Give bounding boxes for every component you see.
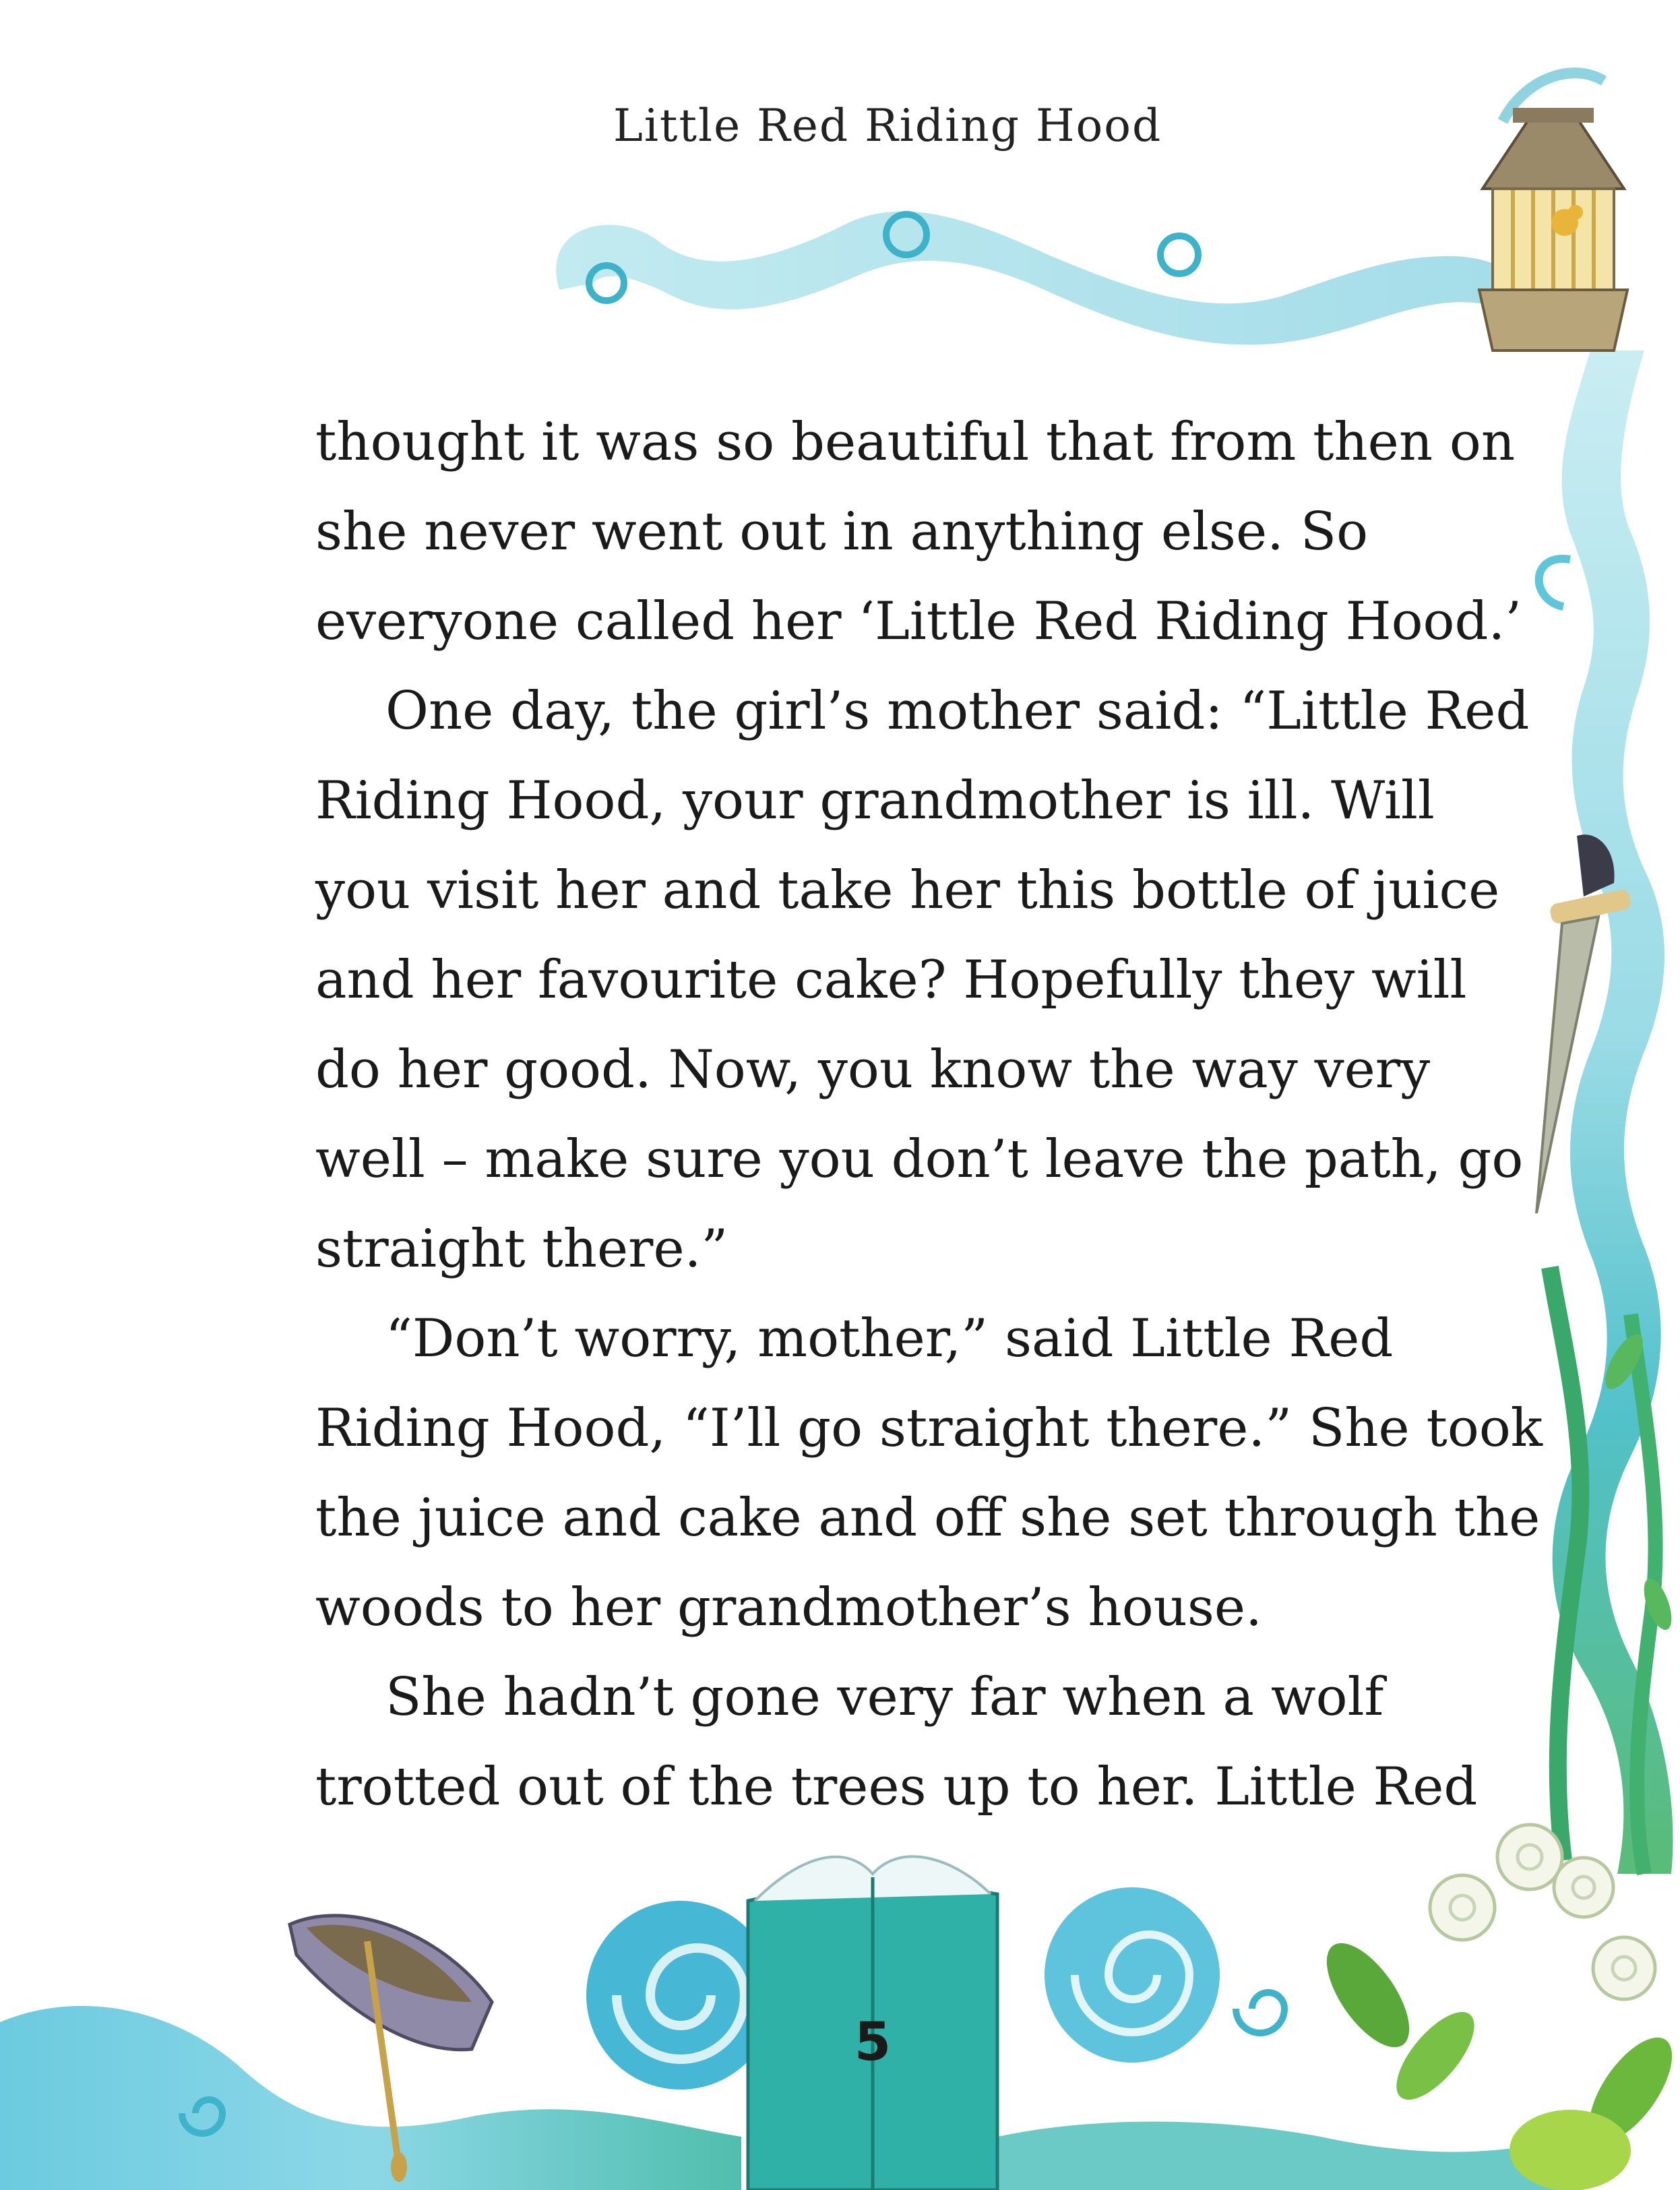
text-line: straight there.” bbox=[315, 1219, 728, 1279]
story-text bbox=[315, 398, 1543, 1832]
text-line: woods to her grandmother’s house. bbox=[315, 1577, 1262, 1638]
text-line: Riding Hood, “I’ll go straight there.” She took bbox=[315, 1398, 1543, 1459]
text-line: she never went out in anything else. So bbox=[315, 501, 1369, 562]
text-line: One day, the girl’s mother said: “Little Red bbox=[385, 681, 1530, 741]
white-roses-icon bbox=[1311, 1825, 1680, 2190]
text-line: Riding Hood, your grandmother is ill. Will bbox=[315, 770, 1435, 831]
text-line: do her good. Now, you know the way very bbox=[315, 1039, 1431, 1100]
text-line: everyone called her ‘Little Red Riding Hood.’ bbox=[315, 591, 1522, 652]
birdcage-icon bbox=[1479, 108, 1627, 351]
text-line: you visit her and take her this bottle of juice bbox=[315, 860, 1500, 921]
text-line: well – make sure you don’t leave the path, go bbox=[315, 1129, 1524, 1190]
text-line: She hadn’t gone very far when a wolf bbox=[385, 1667, 1384, 1728]
text-line: trotted out of the trees up to her. Little Red bbox=[315, 1757, 1478, 1817]
page-number: 5 bbox=[854, 2012, 892, 2073]
text-line: thought it was so beautiful that from then on bbox=[315, 412, 1516, 473]
page-title: Little Red Riding Hood bbox=[613, 100, 1162, 152]
text-line: and her favourite cake? Hopefully they will bbox=[315, 950, 1467, 1010]
text-line: the juice and cake and off she set through the bbox=[315, 1488, 1541, 1548]
text-line: “Don’t worry, mother,” said Little Red bbox=[385, 1308, 1394, 1369]
